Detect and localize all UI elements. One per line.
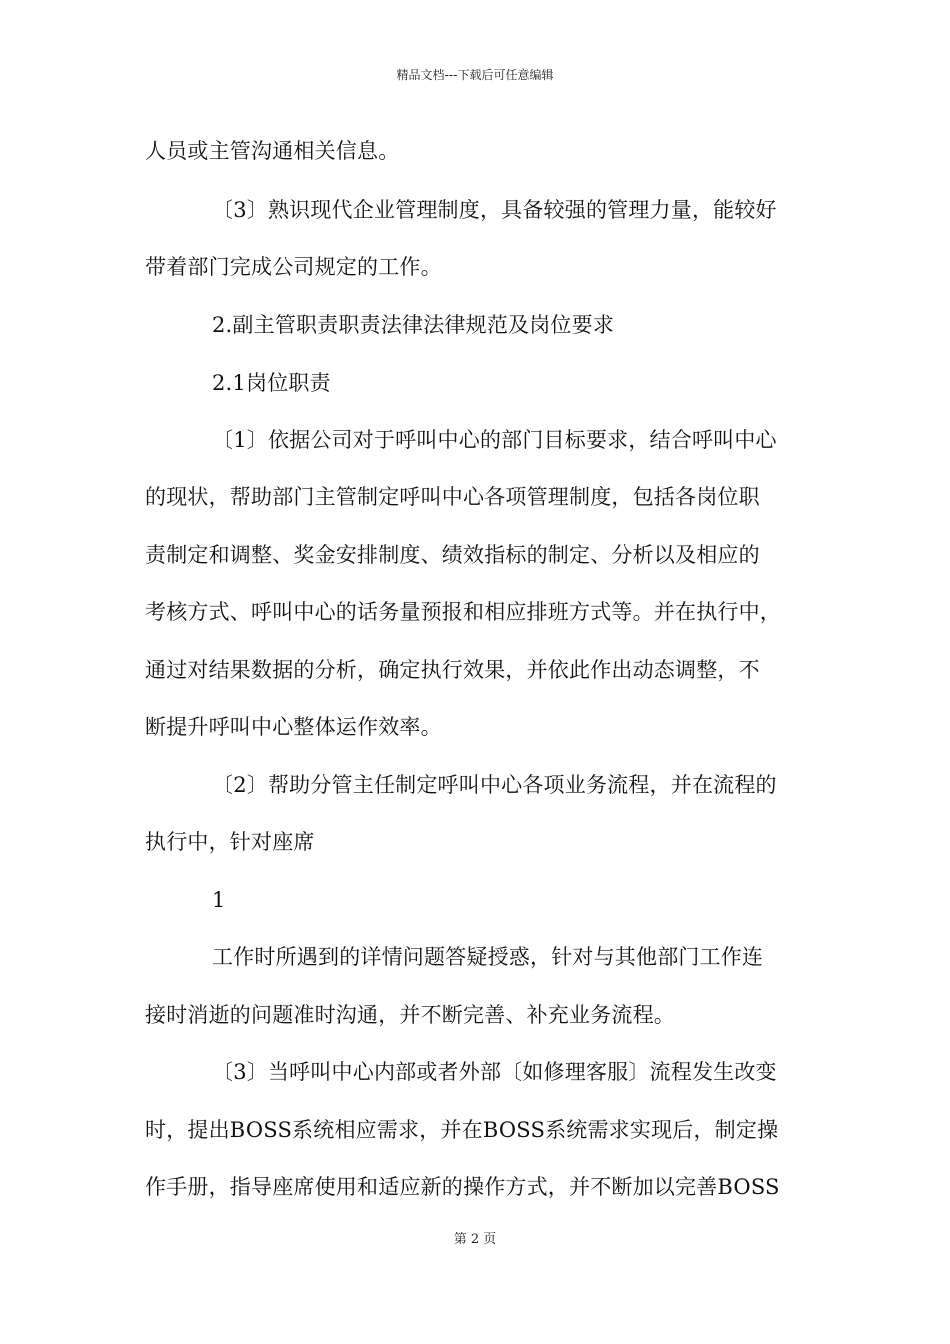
- paragraph-line: 〔1〕依据公司对于呼叫中心的部门目标要求，结合呼叫中心: [212, 428, 777, 452]
- paragraph-line: 时，提出BOSS系统相应需求，并在BOSS系统需求实现后，制定操: [145, 1118, 779, 1142]
- paragraph-line: 的现状，帮助部门主管制定呼叫中心各项管理制度，包括各岗位职: [145, 485, 760, 509]
- paragraph-line: 〔3〕熟识现代企业管理制度，具备较强的管理力量，能较好: [212, 198, 777, 222]
- subsection-heading: 2.1岗位职责: [212, 371, 331, 395]
- page-header: 精品文档---下载后可任意编辑: [396, 68, 554, 82]
- paragraph-line: 执行中，针对座席: [145, 830, 315, 854]
- paragraph-line: 断提升呼叫中心整体运作效率。: [145, 715, 442, 739]
- section-heading: 2.副主管职责职责法律法律规范及岗位要求: [212, 313, 615, 337]
- paragraph-line: 〔3〕当呼叫中心内部或者外部〔如修理客服〕流程发生改变: [212, 1060, 777, 1084]
- paragraph-line: 作手册，指导座席使用和适应新的操作方式，并不断加以完善BOSS: [145, 1175, 780, 1199]
- paragraph-line: 人员或主管沟通相关信息。: [145, 139, 400, 163]
- paragraph-line: 通过对结果数据的分析，确定执行效果，并依此作出动态调整，不: [145, 658, 760, 682]
- paragraph-line: 带着部门完成公司规定的工作。: [145, 255, 442, 279]
- paragraph-line: 工作时所遇到的详情问题答疑授惑，针对与其他部门工作连: [212, 945, 764, 969]
- paragraph-line: 〔2〕帮助分管主任制定呼叫中心各项业务流程，并在流程的: [212, 773, 777, 797]
- page-number-inline: 1: [212, 888, 226, 912]
- paragraph-line: 考核方式、呼叫中心的话务量预报和相应排班方式等。并在执行中，: [145, 600, 781, 624]
- page-footer: 第 2 页: [453, 1232, 497, 1247]
- paragraph-line: 接时消逝的问题准时沟通，并不断完善、补充业务流程。: [145, 1003, 675, 1027]
- paragraph-line: 责制定和调整、奖金安排制度、绩效指标的制定、分析以及相应的: [145, 543, 760, 567]
